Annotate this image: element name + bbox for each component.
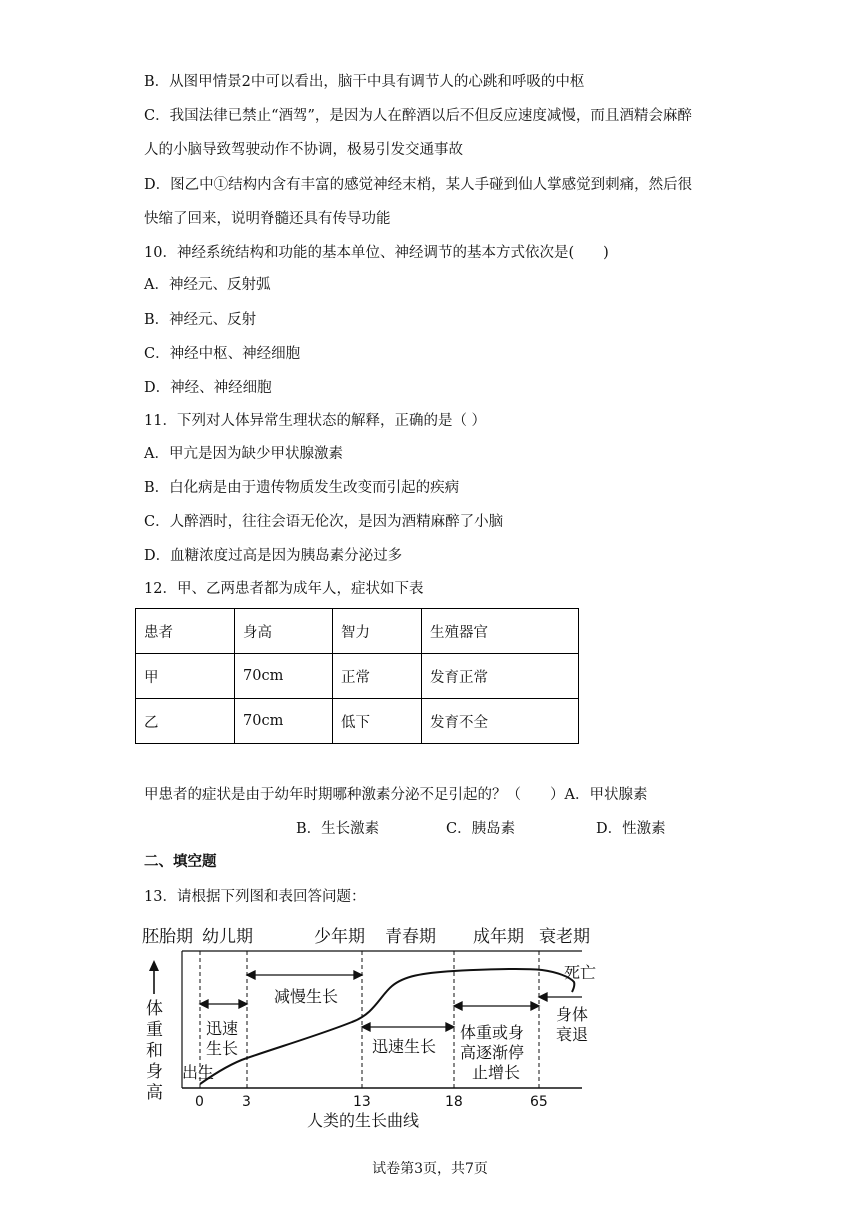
death-label: 死亡: [564, 963, 597, 982]
option-11a: A．甲亢是因为缺少甲状腺激素: [144, 446, 343, 462]
table-cell: 乙: [136, 699, 235, 744]
table-row: [136, 654, 579, 699]
arrow-head: [239, 1000, 247, 1008]
option-10b: B．神经元、反射: [144, 312, 257, 328]
arrow-head: [446, 1023, 454, 1031]
fast-growth-label: 生长: [206, 1039, 239, 1058]
x-tick-label: 65: [530, 1094, 548, 1110]
stop-growth-label: 高逐渐停: [460, 1043, 525, 1062]
table-cell: 发育正常: [422, 654, 579, 699]
arrow-head: [539, 993, 547, 1001]
section-heading: 二、填空题: [144, 853, 217, 870]
stage-label: 青春期: [385, 927, 436, 947]
option-11c: C．人醉酒时，往往会语无伦次，是因为酒精麻醉了小脑: [144, 514, 504, 530]
question-12: 12．甲、乙两患者都为成年人，症状如下表: [144, 581, 424, 597]
arrow-head: [247, 971, 255, 979]
stage-label: 衰老期: [539, 927, 590, 947]
slow-growth-label: 减慢生长: [274, 987, 339, 1006]
symptom-table: [135, 608, 579, 744]
question-11: 11．下列对人体异常生理状态的解释，正确的是（ ）: [144, 413, 487, 429]
table-header-cell: 智力: [333, 609, 422, 654]
stop-growth-label: 体重或身: [460, 1023, 525, 1042]
decline-label: 衰退: [556, 1025, 589, 1044]
option-10d: D．神经、神经细胞: [144, 380, 272, 396]
arrow-head: [362, 1023, 370, 1031]
option-9c-line1: C．我国法律已禁止“酒驾”，是因为人在醉酒以后不但反应速度减慢，而且酒精会麻醉: [144, 108, 692, 124]
fast-growth-label: 迅速: [206, 1019, 239, 1038]
stop-growth-label: 止增长: [472, 1063, 521, 1082]
x-tick-label: 18: [445, 1094, 463, 1110]
table-cell: 低下: [333, 699, 422, 744]
option-11b: B．白化病是由于遗传物质发生改变而引起的疾病: [144, 480, 460, 496]
y-axis-char: 身: [146, 1062, 163, 1082]
y-axis-char: 高: [146, 1083, 163, 1103]
option-12b: B．生长激素: [296, 821, 380, 837]
option-9c-line2: 人的小脑导致驾驶动作不协调，极易引发交通事故: [144, 142, 463, 158]
option-10c: C．神经中枢、神经细胞: [144, 346, 301, 362]
option-9d-line1: D．图乙中①结构内含有丰富的感觉神经末梢，某人手碰到仙人掌感觉到刺痛，然后很: [144, 177, 693, 193]
page-footer: 试卷第3页，共7页: [372, 1161, 488, 1177]
table-cell: 70cm: [235, 654, 333, 699]
question-13: 13．请根据下列图和表回答问题：: [144, 889, 366, 905]
option-12d: D．性激素: [596, 821, 666, 837]
birth-label: 出生: [182, 1063, 215, 1082]
option-9b: B．从图甲情景2中可以看出，脑干中具有调节人的心跳和呼吸的中枢: [144, 74, 585, 90]
option-11d: D．血糖浓度过高是因为胰岛素分泌过多: [144, 548, 403, 564]
fast-growth-label-2: 迅速生长: [372, 1037, 437, 1056]
arrow-head: [354, 971, 362, 979]
option-9d-line2: 快缩了回来，说明脊髓还具有传导功能: [144, 211, 391, 227]
arrow-head: [454, 1002, 462, 1010]
y-axis-char: 重: [146, 1020, 163, 1040]
table-cell: 发育不全: [422, 699, 579, 744]
table-cell: 70cm: [235, 699, 333, 744]
growth-curve-figure: [142, 922, 597, 1134]
stage-label: 成年期: [473, 927, 524, 947]
option-10a: A．神经元、反射弧: [144, 277, 271, 293]
question-12-stem: 甲患者的症状是由于幼年时期哪种激素分泌不足引起的？（ ）A．甲状腺素: [144, 787, 648, 803]
table-header-cell: 生殖器官: [422, 609, 579, 654]
arrow-head: [200, 1000, 208, 1008]
stage-label: 胚胎期: [142, 927, 193, 947]
arrow-head: [531, 1002, 539, 1010]
y-axis-char: 和: [146, 1041, 163, 1061]
x-tick-label: 0: [195, 1094, 204, 1110]
table-header-cell: 患者: [136, 609, 235, 654]
arrow-head: [149, 960, 159, 971]
stage-label: 少年期: [314, 927, 365, 947]
table-header-cell: 身高: [235, 609, 333, 654]
decline-label: 身体: [556, 1005, 589, 1024]
figure-caption: 人类的生长曲线: [307, 1111, 420, 1130]
table-cell: 正常: [333, 654, 422, 699]
table-cell: 甲: [136, 654, 235, 699]
table-row: [136, 699, 579, 744]
x-tick-label: 3: [242, 1094, 251, 1110]
y-axis-char: 体: [146, 999, 163, 1019]
x-tick-label: 13: [353, 1094, 371, 1110]
table-header-row: [136, 609, 579, 654]
stage-label: 幼儿期: [202, 927, 253, 947]
question-10: 10．神经系统结构和功能的基本单位、神经调节的基本方式依次是( ): [144, 245, 609, 261]
option-12c: C．胰岛素: [446, 821, 516, 837]
